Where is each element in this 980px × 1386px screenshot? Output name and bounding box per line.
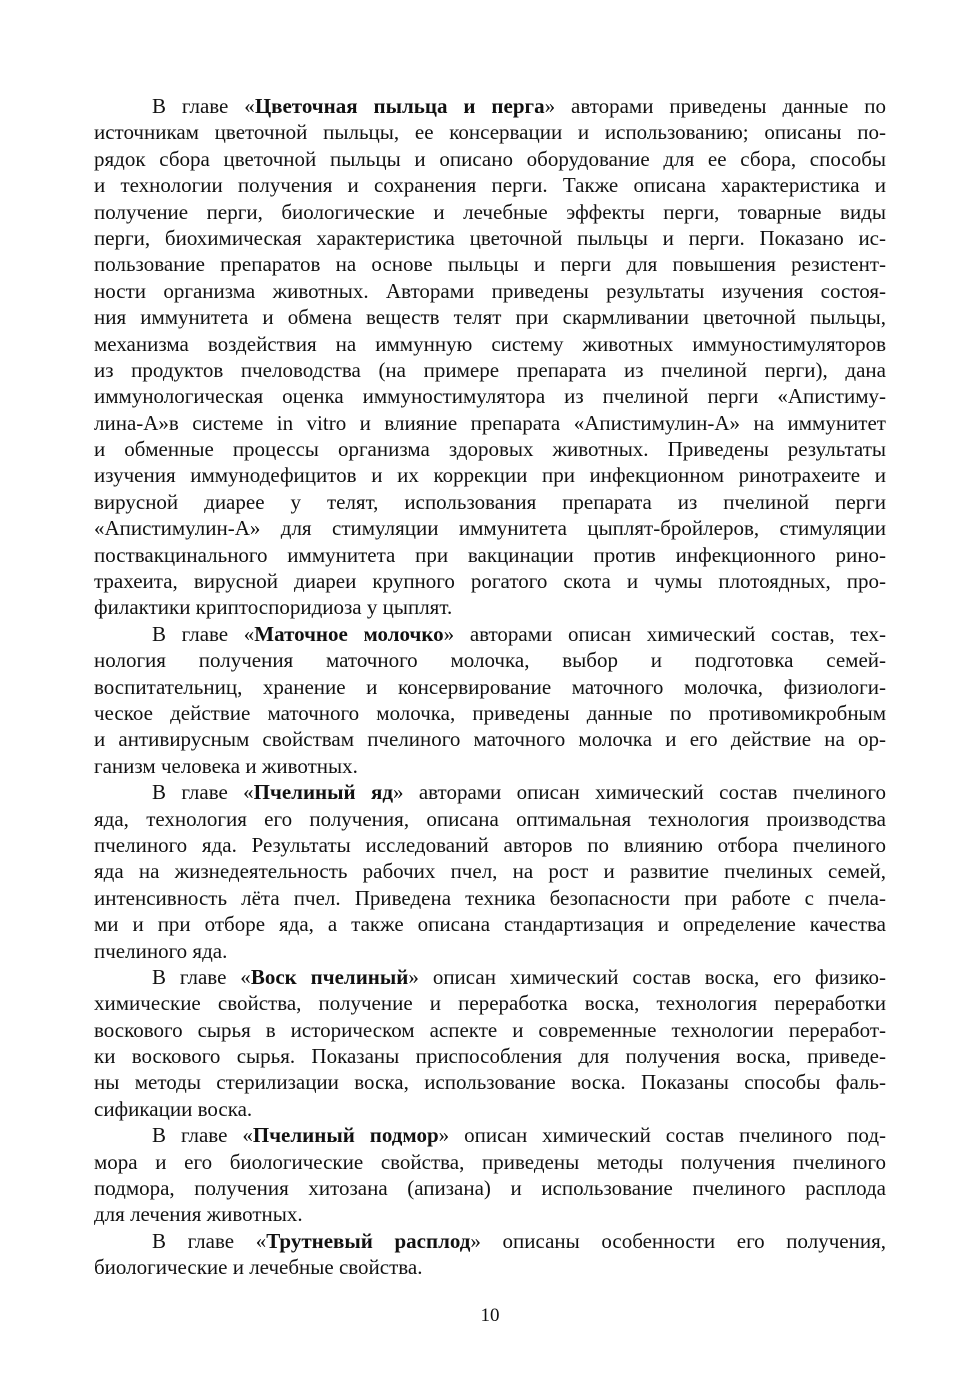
text-line: яда, технология его получения, описана оптимальная технология производства — [94, 806, 886, 831]
text-line: иммунологическая оценка иммуностимулятора из пчелиной перги «Апистиму- — [94, 384, 886, 409]
paragraph-pollen — [94, 93, 886, 621]
text-line: механизма воздействия на иммунную систему животных иммуностимуляторов — [94, 331, 886, 356]
text-line: ганизм человека и животных. — [94, 753, 358, 778]
text-line: из продуктов пчеловодства (на примере препарата из пчелиной перги), дана — [94, 357, 886, 382]
text-line: В главе «Пчелиный подмор» описан химический состав пчелиного под- — [152, 1123, 886, 1148]
text-line: перги, биохимическая характеристика цветочной пыльцы и перги. Показано ис- — [94, 225, 886, 250]
text-line: В главе «Маточное молочко» авторами описан химический состав, тех- — [152, 621, 887, 646]
text-line: ки воскового сырья. Показаны приспособления для получения воска, приведе- — [94, 1044, 886, 1069]
text-line: и технологии получения и сохранения перги. Также описана характеристика и — [94, 173, 886, 198]
text-line: и обменные процессы организма здоровых животных. Приведены результаты — [94, 437, 886, 462]
text-line: «Апистимулин-А» для стимуляции иммунитета цыплят-бройлеров, стимуляции — [94, 516, 886, 541]
text-line: лина-А»в системе in vitro и влияние препарата «Апистимулин-А» на иммунитет — [94, 410, 886, 435]
text-line: получение перги, биологические и лечебные эффекты перги, товарные виды — [94, 199, 886, 224]
text-line: ми и при отборе яда, а также описана стандартизация и определение качества — [94, 912, 886, 937]
text-line: пчелиного яда. Результаты исследований авторов по влиянию отбора пчелиного — [94, 832, 886, 857]
text-line: В главе «Трутневый расплод» описаны особенности его получения, — [152, 1228, 887, 1253]
text-line: В главе «Цветочная пыльца и перга» авторами приведены данные по — [152, 94, 887, 118]
text-line: ности организма животных. Авторами приведены результаты изучения состоя- — [94, 278, 886, 303]
paragraph-bee-venom — [94, 779, 886, 964]
text-line: В главе «Пчелиный яд» авторами описан химический состав пчелиного — [152, 780, 886, 805]
paragraph-royal-jelly — [94, 621, 886, 779]
text-line: для лечения животных. — [94, 1202, 303, 1227]
chapter-title: Маточное молочко — [254, 621, 444, 646]
text-line: вирусной диарее у телят, использования препарата из пчелиной перги — [94, 489, 886, 514]
text-line: пользование препаратов на основе пыльцы и перги для повышения резистент- — [94, 252, 886, 277]
paragraph-drone-brood — [94, 1228, 886, 1281]
text-line: и антивирусным свойствам пчелиного маточного молочка и его действие на ор- — [94, 727, 886, 752]
text-line: воскового сырья в историческом аспекте и современные технологии переработ- — [94, 1017, 886, 1042]
chapter-title: Пчелиный яд — [253, 780, 393, 805]
page-body — [94, 93, 886, 1281]
text-line: изучения иммунодефицитов и их коррекции при инфекционном ринотрахеите и — [94, 463, 886, 488]
text-line: поствакцинального иммунитета при вакцинации против инфекционного рино- — [94, 542, 886, 567]
text-line: подмора, получения хитозана (апизана) и использование пчелиного расплода — [94, 1176, 886, 1201]
text-line: интенсивность лёта пчел. Приведена техника безопасности при работе с пчела- — [94, 885, 886, 910]
text-line: химические свойства, получение и переработка воска, технология переработки — [94, 991, 886, 1016]
text-line: источникам цветочной пыльцы, ее консервации и использованию; описаны по- — [94, 120, 886, 145]
chapter-title: Воск пчелиный — [250, 964, 409, 989]
text-line: ческое действие маточного молочка, приведены данные по противомикробным — [94, 700, 886, 725]
text-line: рядок сбора цветочной пыльцы и описано оборудование для ее сбора, способы — [94, 146, 886, 171]
text-line: ния иммунитета и обмена веществ телят при скармливании цветочной пыльцы, — [94, 305, 886, 330]
text-line: воспитательниц, хранение и консервирование маточного молочка, физиологи- — [94, 674, 886, 699]
page-number: 10 — [480, 1305, 500, 1326]
text-line: пчелиного яда. — [94, 938, 228, 963]
text-line: В главе «Воск пчелиный» описан химический состав воска, его физико- — [152, 964, 887, 989]
text-line: сификации воска. — [94, 1096, 253, 1121]
chapter-title: Пчелиный подмор — [252, 1123, 439, 1148]
paragraph-beeswax — [94, 964, 886, 1122]
text-line: трахеита, вирусной диареи крупного рогатого скота и чумы плотоядных, про- — [94, 569, 886, 594]
text-line: мора и его биологические свойства, приведены методы получения пчелиного — [94, 1149, 886, 1174]
chapter-title: Цветочная пыльца и перга — [254, 94, 545, 118]
chapter-title: Трутневый расплод — [266, 1228, 471, 1253]
text-line: филактики криптоспоридиоза у цыплят. — [94, 595, 453, 620]
text-line: яда на жизнедеятельность рабочих пчел, на рост и развитие пчелиных семей, — [94, 859, 886, 884]
text-line: ны методы стерилизации воска, использование воска. Показаны способы фаль- — [94, 1070, 886, 1095]
paragraph-bee-podmore — [94, 1122, 886, 1228]
text-line: нология получения маточного молочка, выбор и подготовка семей- — [94, 648, 886, 673]
text-line: биологические и лечебные свойства. — [94, 1255, 423, 1280]
